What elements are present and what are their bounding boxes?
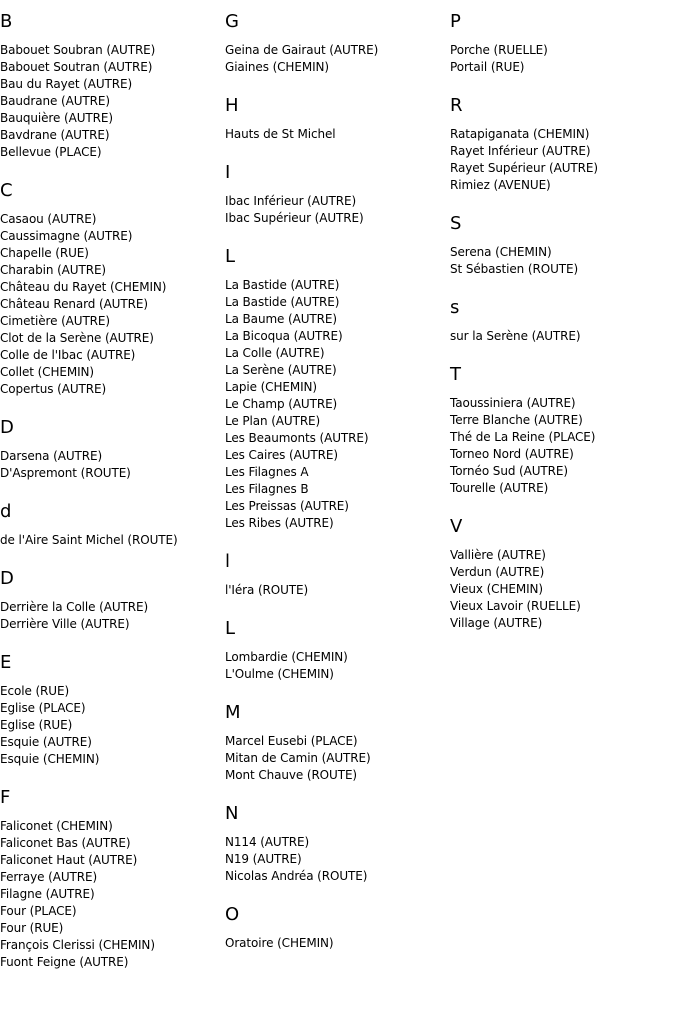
letter-group	[225, 247, 450, 532]
letter-heading: P	[450, 11, 461, 32]
street-name: Verdun (AUTRE)	[450, 565, 545, 579]
street-name: Le Champ (AUTRE)	[225, 397, 338, 411]
street-name: Thé de La Reine (PLACE)	[450, 430, 596, 444]
street-list	[225, 277, 450, 532]
letter-heading: s	[450, 297, 460, 318]
street-list	[0, 818, 225, 971]
letter-group	[450, 298, 675, 345]
letter-group	[0, 181, 225, 398]
letter-heading: H	[225, 95, 239, 116]
letter-heading: B	[0, 11, 13, 32]
street-name: Chapelle (RUE)	[0, 246, 89, 260]
street-list	[225, 582, 450, 599]
street-name: Mont Chauve (ROUTE)	[225, 768, 358, 782]
street-name: Baudrane (AUTRE)	[0, 94, 110, 108]
street-name: Derrière la Colle (AUTRE)	[0, 600, 149, 614]
street-name: Clot de la Serène (AUTRE)	[0, 331, 154, 345]
letter-group	[450, 517, 675, 632]
street-name: Ibac Inférieur (AUTRE)	[225, 194, 357, 208]
letter-heading: l	[225, 551, 231, 572]
street-name: Esquie (CHEMIN)	[0, 752, 100, 766]
letter-group	[0, 502, 225, 549]
street-list	[450, 547, 675, 632]
street-name: Bauquière (AUTRE)	[0, 111, 113, 125]
street-name: Derrière Ville (AUTRE)	[0, 617, 130, 631]
letter-heading: D	[0, 417, 14, 438]
letter-heading: O	[225, 904, 240, 925]
letter-heading: N	[225, 803, 239, 824]
street-name: Ferraye (AUTRE)	[0, 870, 98, 884]
letter-group	[0, 653, 225, 768]
street-name: N114 (AUTRE)	[225, 835, 310, 849]
street-name: Fuont Feigne (AUTRE)	[0, 955, 129, 969]
street-name: Darsena (AUTRE)	[0, 449, 103, 463]
street-name: Vieux Lavoir (RUELLE)	[450, 599, 581, 613]
street-name: Eglise (RUE)	[0, 718, 73, 732]
street-name: Les Beaumonts (AUTRE)	[225, 431, 369, 445]
street-name: La Colle (AUTRE)	[225, 346, 325, 360]
street-name: Babouet Soubran (AUTRE)	[0, 43, 156, 57]
letter-group	[225, 552, 450, 599]
street-list	[225, 193, 450, 227]
letter-heading: D	[0, 568, 14, 589]
street-name: La Bastide (AUTRE)	[225, 295, 340, 309]
street-name: Les Ribes (AUTRE)	[225, 516, 334, 530]
letter-heading: L	[225, 618, 236, 639]
letter-group	[450, 365, 675, 497]
street-name: Eglise (PLACE)	[0, 701, 86, 715]
letter-group	[450, 96, 675, 194]
street-name: La Bicoqua (AUTRE)	[225, 329, 343, 343]
letter-group	[450, 214, 675, 278]
street-name: Serena (CHEMIN)	[450, 245, 552, 259]
street-list	[225, 834, 450, 885]
street-name: Vallière (AUTRE)	[450, 548, 546, 562]
street-name: Oratoire (CHEMIN)	[225, 936, 334, 950]
letter-heading: V	[450, 516, 463, 537]
street-name: Casaou (AUTRE)	[0, 212, 97, 226]
street-name: Tornéo Sud (AUTRE)	[450, 464, 568, 478]
letter-group	[0, 788, 225, 971]
street-list	[225, 126, 450, 143]
street-name: Rimiez (AVENUE)	[450, 178, 551, 192]
street-list	[225, 649, 450, 683]
street-name: l'Iéra (ROUTE)	[225, 583, 309, 597]
street-name: Hauts de St Michel	[225, 127, 336, 141]
street-name: St Sébastien (ROUTE)	[450, 262, 579, 276]
street-name: Portail (RUE)	[450, 60, 525, 74]
street-name: Faliconet Bas (AUTRE)	[0, 836, 131, 850]
street-name: Terre Blanche (AUTRE)	[450, 413, 583, 427]
street-name: Charabin (AUTRE)	[0, 263, 107, 277]
street-name: La Baume (AUTRE)	[225, 312, 337, 326]
letter-group	[225, 905, 450, 952]
street-name: Esquie (AUTRE)	[0, 735, 92, 749]
letter-group	[225, 163, 450, 227]
letter-heading: E	[0, 652, 12, 673]
street-list	[0, 532, 225, 549]
letter-heading: G	[225, 11, 239, 32]
street-name: Collet (CHEMIN)	[0, 365, 95, 379]
street-name: Les Filagnes A	[225, 465, 309, 479]
street-name: Caussimagne (AUTRE)	[0, 229, 133, 243]
street-name: Marcel Eusebi (PLACE)	[225, 734, 358, 748]
letter-heading: R	[450, 95, 463, 116]
street-name: Ibac Supérieur (AUTRE)	[225, 211, 364, 225]
street-name: Four (RUE)	[0, 921, 64, 935]
street-index-column-2	[225, 0, 450, 952]
street-name: Colle de l'Ibac (AUTRE)	[0, 348, 136, 362]
letter-group	[0, 12, 225, 161]
street-name: Bellevue (PLACE)	[0, 145, 102, 159]
street-name: Torneo Nord (AUTRE)	[450, 447, 574, 461]
street-name: Copertus (AUTRE)	[0, 382, 107, 396]
letter-group	[225, 12, 450, 76]
street-name: Nicolas Andréa (ROUTE)	[225, 869, 368, 883]
street-name: L'Oulme (CHEMIN)	[225, 667, 334, 681]
letter-heading: C	[0, 180, 13, 201]
street-name: Vieux (CHEMIN)	[450, 582, 544, 596]
street-list	[450, 244, 675, 278]
letter-heading: I	[225, 162, 231, 183]
letter-group	[450, 12, 675, 76]
street-list	[225, 935, 450, 952]
letter-group	[225, 804, 450, 885]
street-name: Taoussiniera (AUTRE)	[450, 396, 576, 410]
street-name: Ratapiganata (CHEMIN)	[450, 127, 590, 141]
street-name: Four (PLACE)	[0, 904, 77, 918]
street-name: Cimetière (AUTRE)	[0, 314, 110, 328]
street-name: Giaines (CHEMIN)	[225, 60, 329, 74]
street-name: Faliconet Haut (AUTRE)	[0, 853, 138, 867]
letter-heading: d	[0, 501, 12, 522]
street-name: Porche (RUELLE)	[450, 43, 548, 57]
street-name: Les Preissas (AUTRE)	[225, 499, 349, 513]
street-list	[450, 42, 675, 76]
street-index-column-1	[0, 0, 225, 971]
letter-group	[225, 703, 450, 784]
letter-group	[0, 569, 225, 633]
letter-heading: M	[225, 702, 241, 723]
street-list	[450, 126, 675, 194]
street-list	[225, 733, 450, 784]
street-name: Village (AUTRE)	[450, 616, 543, 630]
street-name: Ecole (RUE)	[0, 684, 70, 698]
street-name: Le Plan (AUTRE)	[225, 414, 321, 428]
street-name: Rayet Supérieur (AUTRE)	[450, 161, 598, 175]
street-name: Château du Rayet (CHEMIN)	[0, 280, 167, 294]
letter-heading: T	[450, 364, 461, 385]
street-name: Les Caires (AUTRE)	[225, 448, 338, 462]
street-name: Château Renard (AUTRE)	[0, 297, 148, 311]
letter-heading: L	[225, 246, 236, 267]
street-list	[225, 42, 450, 76]
street-name: La Bastide (AUTRE)	[225, 278, 340, 292]
street-name: François Clerissi (CHEMIN)	[0, 938, 155, 952]
letter-group	[225, 96, 450, 143]
street-name: Bau du Rayet (AUTRE)	[0, 77, 133, 91]
street-list	[0, 683, 225, 768]
street-name: Babouet Soutran (AUTRE)	[0, 60, 153, 74]
street-list	[0, 42, 225, 161]
street-name: Filagne (AUTRE)	[0, 887, 95, 901]
street-name: Bavdrane (AUTRE)	[0, 128, 110, 142]
street-name: de l'Aire Saint Michel (ROUTE)	[0, 533, 178, 547]
street-name: Lapie (CHEMIN)	[225, 380, 318, 394]
street-name: Tourelle (AUTRE)	[450, 481, 549, 495]
street-list	[0, 599, 225, 633]
street-name: Geina de Gairaut (AUTRE)	[225, 43, 379, 57]
street-name: La Serène (AUTRE)	[225, 363, 337, 377]
street-name: Rayet Inférieur (AUTRE)	[450, 144, 591, 158]
letter-heading: F	[0, 787, 11, 808]
letter-group	[225, 619, 450, 683]
street-name: N19 (AUTRE)	[225, 852, 302, 866]
letter-group	[0, 418, 225, 482]
street-list	[0, 211, 225, 398]
street-list	[0, 448, 225, 482]
street-name: D'Aspremont (ROUTE)	[0, 466, 131, 480]
street-name: sur la Serène (AUTRE)	[450, 329, 581, 343]
street-list	[450, 395, 675, 497]
street-list	[450, 328, 675, 345]
letter-heading: S	[450, 213, 462, 234]
street-index-column-3	[450, 0, 675, 632]
street-name: Lombardie (CHEMIN)	[225, 650, 348, 664]
street-name: Les Filagnes B	[225, 482, 309, 496]
street-name: Faliconet (CHEMIN)	[0, 819, 113, 833]
street-name: Mitan de Camin (AUTRE)	[225, 751, 371, 765]
